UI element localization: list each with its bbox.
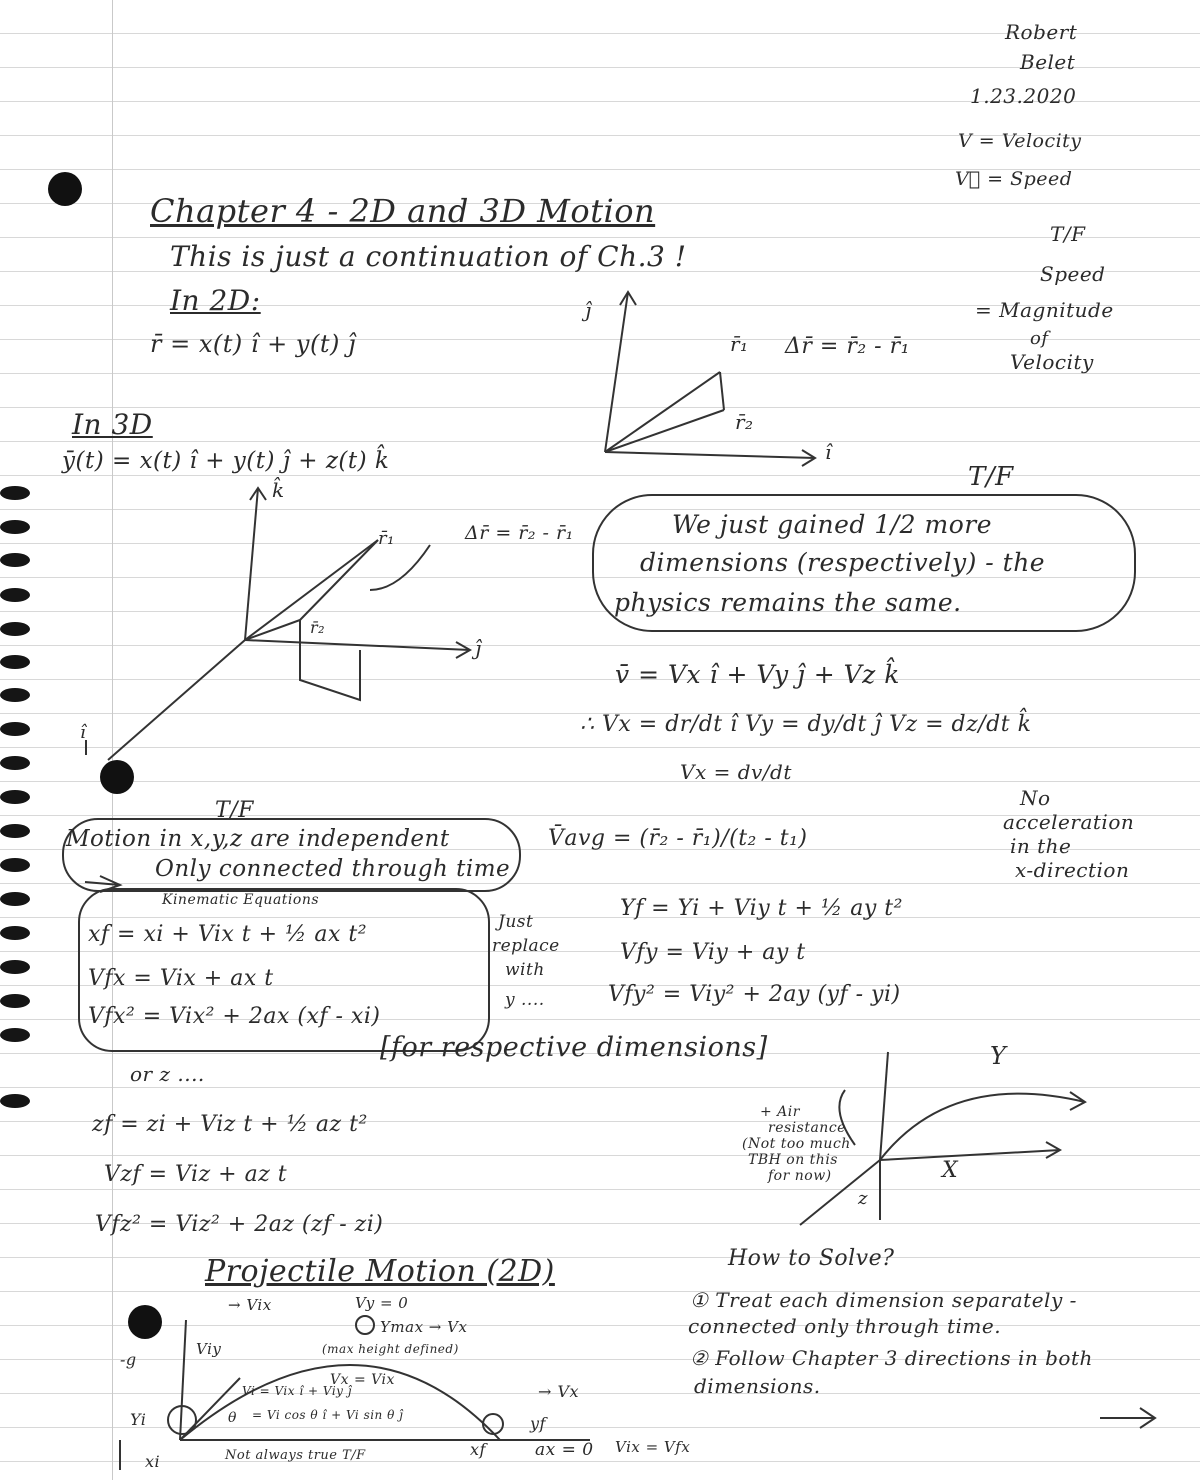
projectile-label: Vi = Vix î + Viy ĵ (242, 1384, 352, 1398)
y-equation: Yf = Yi + Viy t + ½ ay t² (620, 896, 903, 921)
independence-line: Only connected through time (155, 856, 511, 882)
2d-r1-label: r̄₁ (730, 332, 749, 356)
equation-2d: r̄ = x(t) î + y(t) ĵ (150, 330, 356, 358)
air-note: for now) (768, 1168, 832, 1184)
projectile-label: Viy (196, 1340, 222, 1358)
equation-3d: ȳ(t) = x(t) î + y(t) ĵ + z(t) k̂ (62, 448, 390, 474)
how-to-step: connected only through time. (688, 1314, 1002, 1338)
y-equation: Vfy² = Viy² + 2ay (yf - yi) (608, 982, 901, 1007)
how-to-step: ② Follow Chapter 3 directions in both (690, 1346, 1093, 1370)
air-note: resistance (768, 1120, 846, 1136)
heading-2d: In 2D: (170, 284, 261, 317)
kinematics-heading: Kinematic Equations (162, 892, 320, 908)
tf-box-line: physics remains the same. (614, 588, 962, 617)
2d-i-axis (605, 452, 815, 458)
tf-box-line: We just gained 1/2 more (672, 510, 993, 539)
no-accel-note: acceleration (1003, 810, 1135, 834)
definition-speed: V⃗ = Speed (955, 168, 1073, 190)
2d-delta-equation: Δr̄ = r̄₂ - r̄₁ (785, 334, 910, 359)
2d-r2-vector (605, 410, 724, 452)
3d-k-label: k̂ (272, 478, 285, 502)
3d-delta-pointer (370, 545, 430, 590)
projectile-label: Vy = 0 (355, 1294, 409, 1312)
2d-j-axis (605, 292, 628, 452)
air-x-label: X (942, 1158, 959, 1183)
speed-note: Velocity (1010, 350, 1094, 374)
2d-delta-vector (720, 372, 724, 410)
3d-i-label: î (80, 722, 87, 743)
note-date: 1.23.2020 (970, 84, 1077, 108)
how-to-heading: How to Solve? (728, 1246, 895, 1271)
replace-note: Just (498, 912, 534, 932)
page-title: Chapter 4 - 2D and 3D Motion (150, 192, 656, 230)
author-first-name: Robert (1005, 20, 1078, 44)
3d-delta-vector (300, 540, 378, 620)
projectile-label: ax = 0 (535, 1440, 594, 1460)
3d-i-axis (108, 640, 245, 760)
3d-j-axis (245, 640, 470, 650)
how-to-step: dimensions. (694, 1374, 821, 1398)
respective-note: [for respective dimensions] (380, 1032, 768, 1063)
kinematics-equation: Vfx² = Vix² + 2ax (xf - xi) (88, 1004, 381, 1029)
projectile-viy-vector (180, 1320, 186, 1440)
2d-r2-label: r̄₂ (735, 410, 754, 434)
velocity-components: ∴ Vx = dr/dt î Vy = dy/dt ĵ Vz = dz/dt k̂ (580, 712, 1032, 737)
tf-box-label: T/F (968, 462, 1014, 492)
3d-r2-vector (245, 620, 300, 640)
projectile-heading: Projectile Motion (2D) (205, 1254, 555, 1289)
replace-note: with (505, 960, 545, 980)
air-note: (Not too much (742, 1136, 851, 1152)
tf-label: T/F (1050, 222, 1086, 246)
speed-note: Speed (1040, 262, 1106, 286)
air-note: TBH on this (748, 1152, 838, 1168)
projectile-label: θ (228, 1410, 237, 1426)
heading-3d: In 3D (72, 408, 153, 441)
author-last-name: Belet (1020, 50, 1076, 74)
no-accel-note: x-direction (1015, 858, 1130, 882)
independence-line: Motion in x,y,z are independent (66, 826, 450, 852)
z-equation: Vfz² = Viz² + 2az (zf - zi) (95, 1212, 384, 1237)
air-y-label: Y (990, 1042, 1007, 1070)
replace-note: y .... (505, 990, 545, 1010)
replace-note: replace (492, 936, 560, 956)
projectile-apex-circle (356, 1316, 374, 1334)
3d-k-axis (245, 488, 258, 640)
air-z-label: z (858, 1188, 868, 1209)
3d-r2-label: r̄₂ (310, 618, 326, 637)
air-x-axis (880, 1150, 1060, 1160)
projectile-label: Vx = Vix (330, 1372, 395, 1388)
no-accel-note: No (1020, 786, 1051, 810)
3d-projection-box (300, 620, 360, 700)
tf-box-line: dimensions (respectively) - the (640, 548, 1046, 577)
no-accel-note: in the (1010, 834, 1072, 858)
speed-note: of (1030, 328, 1049, 349)
how-to-step: ① Treat each dimension separately - (690, 1288, 1077, 1312)
average-velocity: V̄avg = (r̄₂ - r̄₁)/(t₂ - t₁) (548, 826, 808, 851)
2d-j-label: ĵ (585, 298, 592, 322)
projectile-label: Vix = Vfx (615, 1438, 691, 1456)
z-equation: Vzf = Viz + az t (104, 1162, 288, 1187)
air-y-axis (880, 1052, 888, 1160)
y-equation: Vfy = Viy + ay t (620, 940, 806, 965)
projectile-label: yf (530, 1414, 546, 1433)
projectile-label: Yi (130, 1410, 147, 1429)
air-note: + Air (760, 1104, 800, 1120)
projectile-label: Ymax → Vx (380, 1318, 468, 1336)
speed-note: = Magnitude (975, 298, 1114, 322)
projectile-note: Not always true T/F (225, 1448, 366, 1463)
velocity-vector-equation: v̄ = Vx î + Vy ĵ + Vz k̂ (615, 660, 900, 689)
projectile-label: (max height defined) (322, 1342, 459, 1356)
projectile-label: xi (145, 1452, 161, 1471)
projectile-label: xf (470, 1440, 486, 1459)
projectile-label: = Vi cos θ î + Vi sin θ ĵ (252, 1408, 404, 1422)
2d-r1-vector (605, 372, 720, 452)
z-equation: zf = zi + Viz t + ½ az t² (92, 1112, 368, 1137)
kinematics-equation: xf = xi + Vix t + ½ ax t² (88, 922, 368, 947)
projectile-label: → Vix (228, 1296, 272, 1314)
independence-tf-label: T/F (215, 798, 254, 823)
3d-delta-equation: Δr̄ = r̄₂ - r̄₁ (465, 522, 574, 544)
projectile-label: → Vx (538, 1382, 580, 1401)
2d-i-label: î (825, 440, 832, 464)
3d-j-label: ĵ (475, 636, 482, 660)
velocity-vx: Vx = dv/dt (680, 760, 792, 784)
3d-r1-label: r̄₁ (378, 528, 395, 549)
definition-velocity: V = Velocity (958, 130, 1082, 152)
projectile-landing-circle (483, 1414, 503, 1434)
page-subtitle: This is just a continuation of Ch.3 ! (170, 240, 687, 273)
projectile-label: -g (120, 1350, 137, 1369)
kinematics-equation: Vfx = Vix + ax t (88, 966, 274, 991)
or-z-note: or z .... (130, 1062, 205, 1086)
